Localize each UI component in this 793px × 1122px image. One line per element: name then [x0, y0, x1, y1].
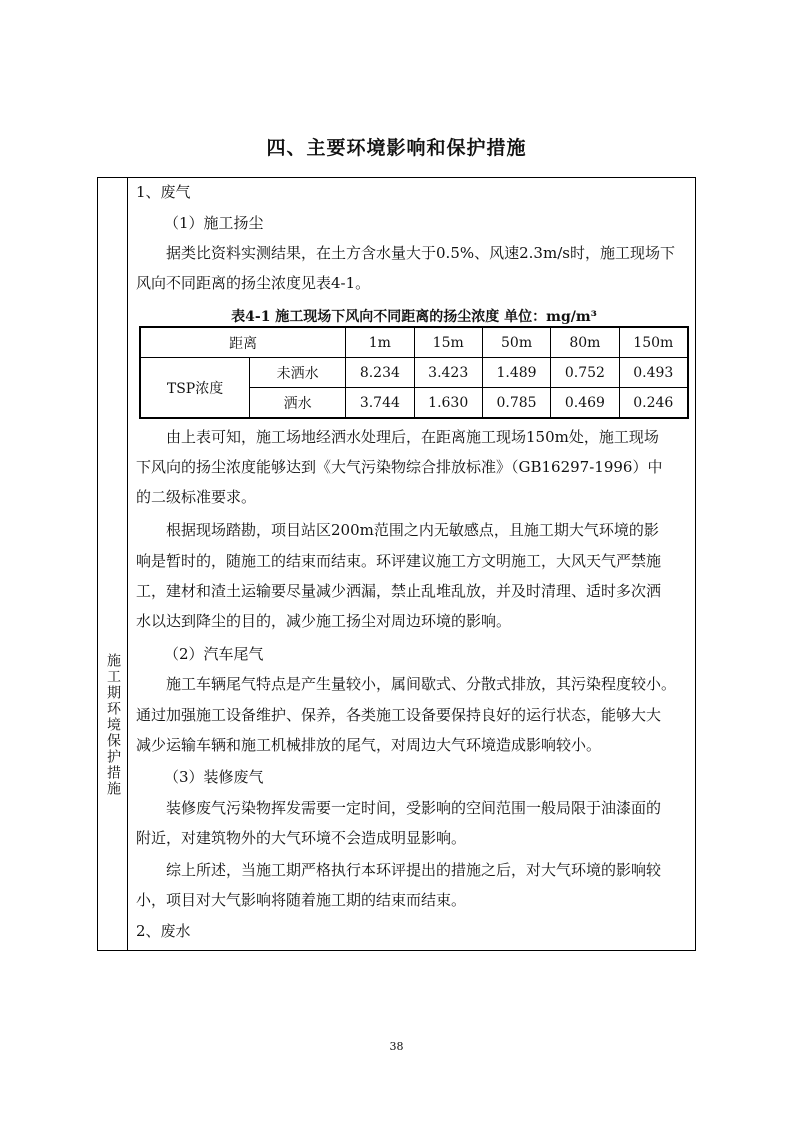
paragraph-line: 由上表可知，施工场地经洒水处理后，在距离施工现场150m处，施工现场 — [166, 428, 659, 446]
table-row — [140, 358, 688, 388]
table-cell: 3.423 — [414, 358, 482, 388]
row-group-label: TSP浓度 — [140, 358, 250, 419]
table-caption: 表4-1 施工现场下风向不同距离的扬尘浓度 单位：mg/m³ — [231, 309, 597, 325]
paragraph-line: 下风向的扬尘浓度能够达到《大气污染物综合排放标准》（GB16297-1996）中 — [136, 458, 663, 476]
header-distance: 距离 — [140, 327, 346, 358]
paragraph-line: 水以达到降尘的目的，减少施工扬尘对周边环境的影响。 — [136, 612, 512, 630]
paragraph-line: 减少运输车辆和施工机械排放的尾气，对周边大气环境造成影响较小。 — [136, 736, 602, 754]
table-cell: 0.493 — [619, 358, 688, 388]
side-label: 施工期环境保护措施 — [105, 653, 121, 797]
row-label: 未洒水 — [250, 358, 346, 388]
side-column — [98, 178, 128, 950]
header-cell: 1m — [346, 327, 414, 358]
header-cell: 50m — [482, 327, 550, 358]
paragraph-line: 附近，对建筑物外的大气环境不会造成明显影响。 — [136, 829, 467, 847]
content-frame — [97, 177, 696, 951]
paragraph-line: 的二级标准要求。 — [136, 488, 257, 506]
paragraph-line: 根据现场踏勘，项目站区200m范围之内无敏感点，且施工期大气环境的影 — [166, 521, 659, 539]
dust-concentration-table — [139, 326, 689, 419]
table-header-row — [140, 327, 688, 358]
paragraph-line: 风向不同距离的扬尘浓度见表4-1。 — [136, 274, 371, 292]
table-cell: 8.234 — [346, 358, 414, 388]
subheading-decoration-exhaust: （3）装修废气 — [164, 768, 264, 786]
paragraph-line: 通过加强施工设备维护、保养，各类施工设备要保持良好的运行状态，能够大大 — [136, 706, 662, 724]
subheading-vehicle-exhaust: （2）汽车尾气 — [164, 645, 264, 663]
paragraph-line: 据类比资料实测结果，在土方含水量大于0.5%、风速2.3m/s时，施工现场下 — [166, 244, 675, 262]
table-cell: 3.744 — [346, 388, 414, 419]
table-cell: 1.489 — [482, 358, 550, 388]
paragraph-line: 装修废气污染物挥发需要一定时间，受影响的空间范围一般局限于油漆面的 — [166, 799, 662, 817]
paragraph-line: 施工车辆尾气特点是产生量较小，属间歇式、分散式排放，其污染程度较小。 — [166, 675, 677, 693]
table-cell: 1.630 — [414, 388, 482, 419]
table-cell: 0.785 — [482, 388, 550, 419]
paragraph-line: 响是暂时的，随施工的结束而结束。环评建议施工方文明施工，大风天气严禁施 — [136, 552, 662, 570]
row-label: 洒水 — [250, 388, 346, 419]
header-cell: 80m — [551, 327, 619, 358]
section-heading-exhaust: 1、废气 — [136, 183, 191, 201]
table-cell: 0.752 — [551, 358, 619, 388]
header-cell: 15m — [414, 327, 482, 358]
header-cell: 150m — [619, 327, 688, 358]
paragraph-line: 小，项目对大气影响将随着施工期的结束而结束。 — [136, 891, 467, 909]
section-heading-wastewater: 2、废水 — [136, 922, 191, 940]
page-number: 38 — [389, 1040, 404, 1053]
page-title: 四、主要环境影响和保护措施 — [266, 137, 527, 159]
paragraph-line: 综上所述，当施工期严格执行本环评提出的措施之后，对大气环境的影响较 — [166, 861, 662, 879]
table-cell: 0.246 — [619, 388, 688, 419]
subheading-dust: （1）施工扬尘 — [164, 214, 264, 232]
paragraph-line: 工，建材和渣土运输要尽量减少洒漏，禁止乱堆乱放，并及时清理、适时多次洒 — [136, 582, 662, 600]
table-cell: 0.469 — [551, 388, 619, 419]
